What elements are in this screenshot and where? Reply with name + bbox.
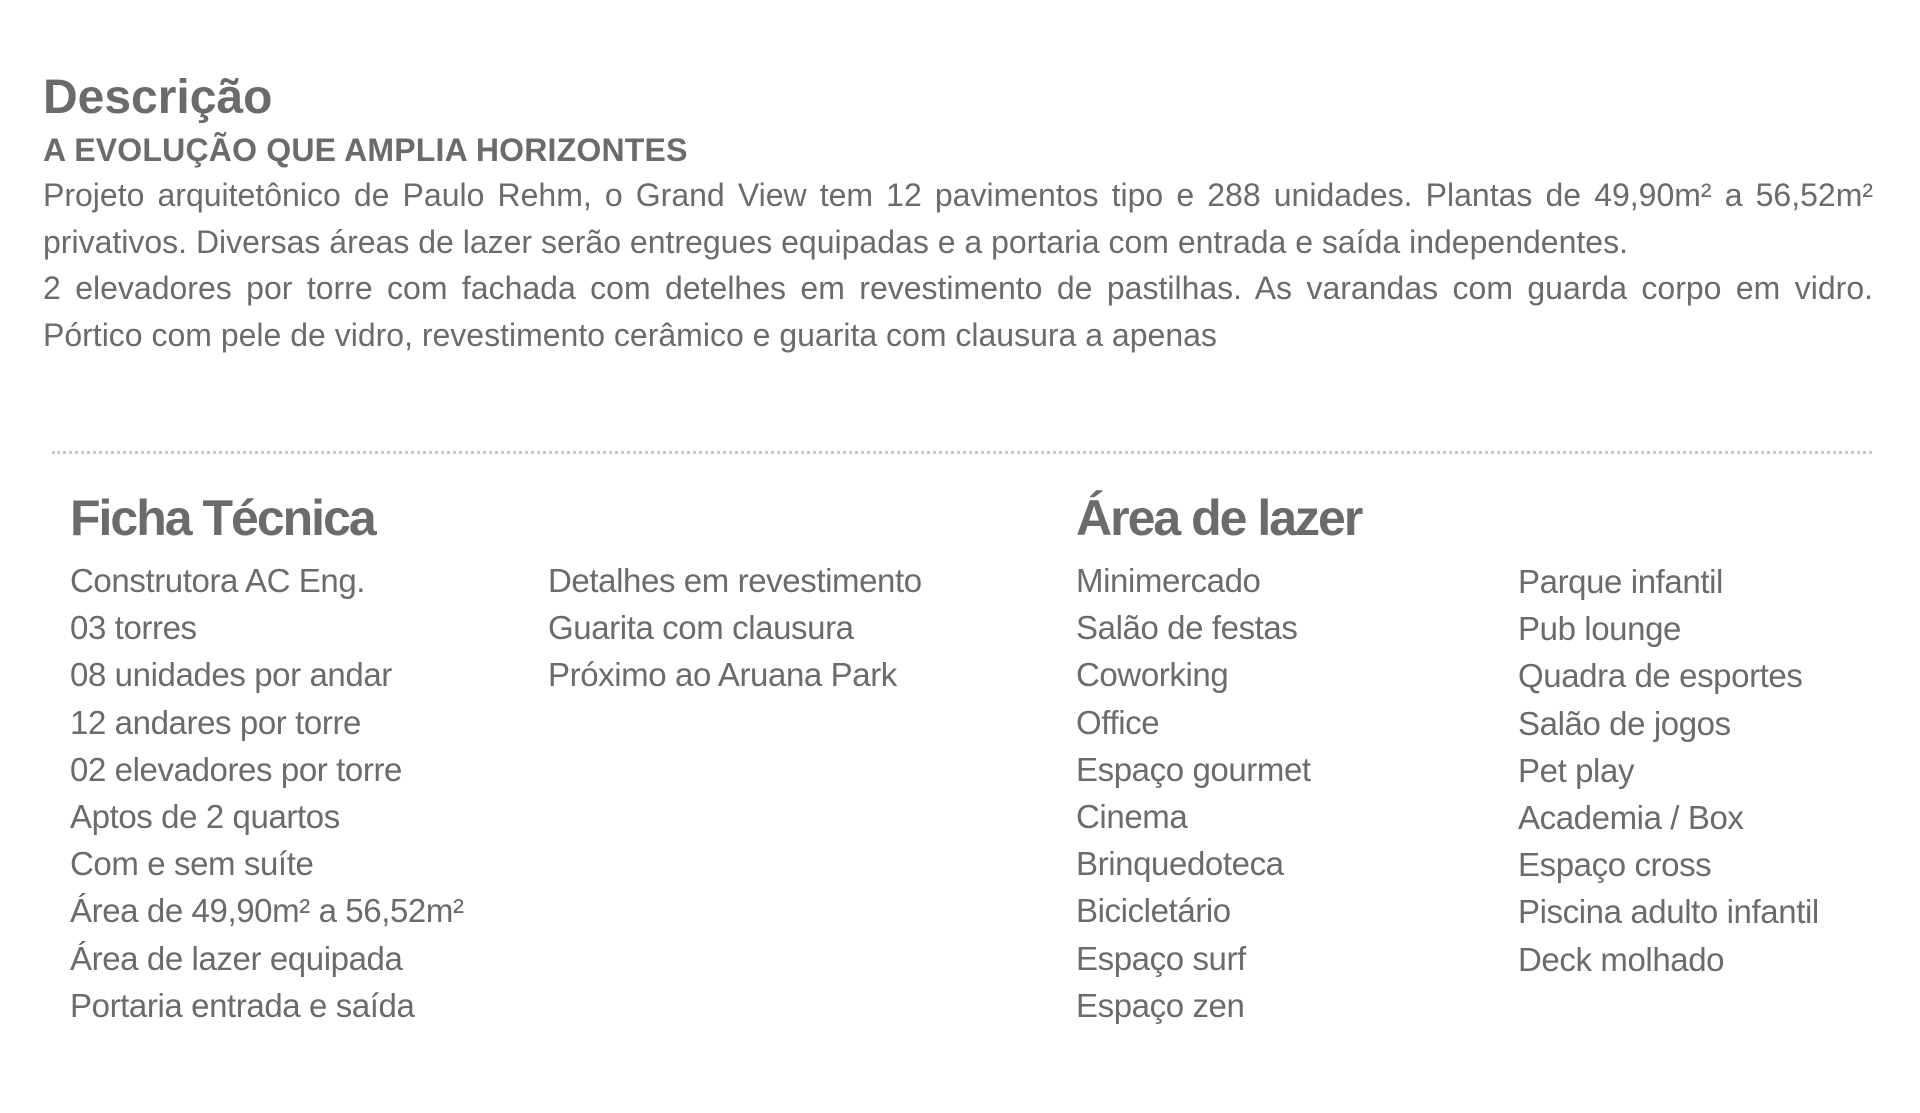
ficha-item: Construtora AC Eng. bbox=[70, 562, 366, 599]
lazer-item: Brinquedoteca bbox=[1076, 845, 1284, 883]
lazer-item: Academia / Box bbox=[1518, 799, 1744, 837]
description-paragraph-1: Projeto arquitetônico de Paulo Rehm, o Grand View tem 12 pavimentos tipo e 288 unidades. Plantas de 49,90m² a 56,52m² privativos. Diversas áreas de lazer serão entregues equipadas e a portaria com entrada e saída independentes. bbox=[43, 177, 1873, 260]
description-subtitle: A EVOLUÇÃO QUE AMPLIA HORIZONTES bbox=[43, 132, 688, 168]
ficha-tecnica-list-1 bbox=[70, 557, 464, 1029]
ficha-item: 12 andares por torre bbox=[70, 703, 362, 741]
dotted-divider bbox=[52, 451, 1872, 454]
lazer-item: Piscina adulto infantil bbox=[1518, 893, 1819, 931]
ficha-item: Aptos de 2 quartos bbox=[70, 798, 340, 836]
ficha-item: Área de lazer equipada bbox=[70, 939, 403, 977]
lazer-item: Deck molhado bbox=[1518, 940, 1725, 978]
area-lazer-list-2 bbox=[1518, 558, 1819, 983]
lazer-item: Bicicletário bbox=[1076, 892, 1231, 930]
lazer-item: Salão de jogos bbox=[1518, 704, 1731, 742]
ficha-tecnica-section bbox=[70, 485, 464, 1029]
description-title: Descrição bbox=[43, 71, 273, 124]
lazer-item: Espaço gourmet bbox=[1076, 750, 1311, 788]
ficha-item: Próximo ao Aruana Park bbox=[548, 656, 897, 694]
lazer-item: Espaço zen bbox=[1076, 986, 1245, 1024]
ficha-item: Detalhes em revestimento bbox=[548, 562, 922, 599]
lazer-item: Office bbox=[1076, 703, 1160, 741]
lazer-item: Minimercado bbox=[1076, 562, 1261, 599]
ficha-tecnica-list-2 bbox=[548, 557, 922, 699]
lazer-item: Espaço cross bbox=[1518, 846, 1712, 884]
area-lazer-list-1 bbox=[1076, 557, 1361, 1029]
ficha-tecnica-title: Ficha Técnica bbox=[70, 490, 375, 546]
description-section bbox=[43, 68, 1873, 358]
ficha-item: 08 unidades por andar bbox=[70, 656, 392, 694]
description-paragraph-2: 2 elevadores por torre com fachada com detelhes em revestimento de pastilhas. As varandas com guarda corpo em vidro. Pórtico com pele de vidro, revestimento cerâmico e guarita com clausura a apenas bbox=[43, 270, 1873, 353]
ficha-item: 02 elevadores por torre bbox=[70, 750, 402, 788]
lazer-item: Espaço surf bbox=[1076, 939, 1246, 977]
area-lazer-title: Área de lazer bbox=[1076, 490, 1362, 546]
ficha-item: Área de 49,90m² a 56,52m² bbox=[70, 892, 464, 930]
ficha-item: Guarita com clausura bbox=[548, 609, 854, 647]
lazer-item: Coworking bbox=[1076, 656, 1229, 694]
area-lazer-section-2 bbox=[1518, 558, 1819, 983]
lazer-item: Quadra de esportes bbox=[1518, 657, 1803, 695]
ficha-item: Com e sem suíte bbox=[70, 845, 314, 883]
ficha-item: Portaria entrada e saída bbox=[70, 986, 415, 1024]
ficha-tecnica-section-2 bbox=[548, 557, 922, 699]
area-lazer-section bbox=[1076, 485, 1361, 1029]
lazer-item: Salão de festas bbox=[1076, 609, 1298, 647]
lazer-item: Pub lounge bbox=[1518, 610, 1681, 648]
ficha-item: 03 torres bbox=[70, 609, 197, 647]
lazer-item: Parque infantil bbox=[1518, 563, 1723, 600]
lazer-item: Cinema bbox=[1076, 798, 1188, 836]
lazer-item: Pet play bbox=[1518, 751, 1635, 789]
